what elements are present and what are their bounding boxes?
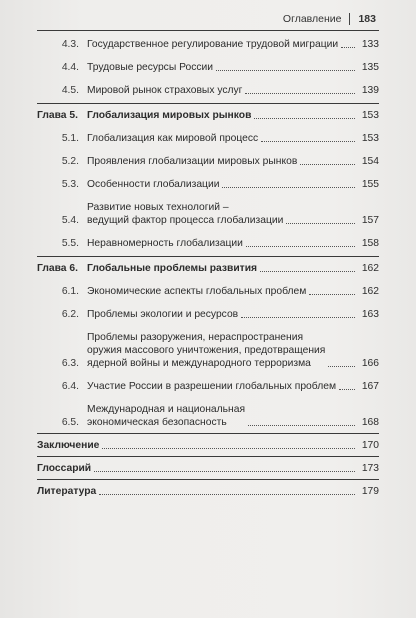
top-rule (37, 30, 379, 31)
dot-leader (245, 93, 355, 94)
entry-page-number: 135 (361, 62, 379, 73)
entry-number: 5.5. (61, 238, 79, 249)
entry-page-number: 158 (361, 238, 379, 249)
entry-page-number: 166 (361, 358, 379, 369)
entry-page-number: 133 (361, 39, 379, 50)
entry-title: Глобализация как мировой процесс (87, 133, 259, 144)
toc-section-entry[interactable] (37, 61, 379, 74)
toc-chapter-entry[interactable] (37, 262, 379, 275)
running-header (283, 13, 376, 25)
entry-number: 4.5. (61, 85, 79, 96)
entry-title: Неравномерность глобализации (87, 238, 243, 249)
entry-title-line: Международная и национальная (87, 404, 246, 415)
entry-page-number: 155 (361, 179, 379, 190)
entry-number: 6.5. (61, 417, 79, 428)
entry-title: Трудовые ресурсы России (87, 62, 214, 73)
dot-leader (260, 271, 355, 272)
entry-title-line: оружия массового уничтожения, предотвращения (87, 345, 326, 356)
entry-page-number: 154 (361, 156, 379, 167)
toc-section-entry[interactable] (37, 308, 379, 321)
page-number: 183 (358, 13, 376, 25)
entry-title: Литература (37, 486, 97, 497)
entry-title: Глоссарий (37, 463, 92, 474)
entry-number: 5.3. (61, 179, 79, 190)
entry-number: 5.1. (61, 133, 79, 144)
entry-title-line: ядерной войны и международного терроризма (87, 358, 311, 369)
dot-leader (339, 389, 355, 390)
entry-page-number: 139 (361, 85, 379, 96)
entry-page-number: 170 (361, 440, 379, 451)
toc-section-entry[interactable] (37, 403, 379, 429)
entry-number: 6.1. (61, 286, 79, 297)
table-of-contents (37, 30, 379, 508)
entry-page-number: 162 (361, 263, 379, 274)
entry-title: Особенности глобализации (87, 179, 220, 190)
section-rule (37, 433, 379, 434)
entry-title: Глобальные проблемы развития (87, 263, 258, 274)
toc-section-entry[interactable] (37, 38, 379, 51)
entry-page-number: 167 (361, 381, 379, 392)
dot-leader (99, 494, 355, 495)
entry-number: 4.4. (61, 62, 79, 73)
toc-chapter-entry[interactable] (37, 485, 379, 498)
entry-title (87, 201, 283, 227)
toc-section-entry[interactable] (37, 285, 379, 298)
dot-leader (286, 223, 355, 224)
entry-number: 5.4. (61, 215, 79, 226)
entry-title-line: ведущий фактор процесса глобализации (87, 215, 284, 226)
entry-page-number: 179 (361, 486, 379, 497)
toc-chapter-entry[interactable] (37, 439, 379, 452)
entry-page-number: 163 (361, 309, 379, 320)
entry-number: Глава 6. (37, 263, 78, 274)
toc-section-entry[interactable] (37, 237, 379, 250)
entry-title: Заключение (37, 440, 100, 451)
section-rule (37, 456, 379, 457)
dot-leader (246, 246, 355, 247)
toc-section-entry[interactable] (37, 380, 379, 393)
entry-page-number: 162 (361, 286, 379, 297)
entry-number: 5.2. (61, 156, 79, 167)
toc-section-entry[interactable] (37, 178, 379, 191)
toc-chapter-entry[interactable] (37, 462, 379, 475)
entry-title: Государственное регулирование трудовой миграции (87, 39, 339, 50)
toc-section-entry[interactable] (37, 132, 379, 145)
entry-page-number: 157 (361, 215, 379, 226)
toc-section-entry[interactable] (37, 84, 379, 97)
entry-page-number: 168 (361, 417, 379, 428)
entry-title-line: Развитие новых технологий – (87, 202, 229, 213)
section-rule (37, 103, 379, 104)
dot-leader (248, 425, 355, 426)
entry-page-number: 173 (361, 463, 379, 474)
toc-section-entry[interactable] (37, 155, 379, 168)
dot-leader (94, 471, 355, 472)
dot-leader (309, 294, 355, 295)
toc-section-entry[interactable] (37, 201, 379, 227)
entry-title: Мировой рынок страховых услуг (87, 85, 243, 96)
entry-title: Проблемы экологии и ресурсов (87, 309, 239, 320)
entry-number: Глава 5. (37, 110, 78, 121)
section-rule (37, 256, 379, 257)
dot-leader (254, 118, 355, 119)
entry-title: Глобализация мировых рынков (87, 110, 252, 121)
entry-title (87, 331, 325, 370)
entry-page-number: 153 (361, 133, 379, 144)
dot-leader (222, 187, 355, 188)
dot-leader (241, 317, 355, 318)
header-separator (349, 13, 350, 25)
entry-number: 6.4. (61, 381, 79, 392)
dot-leader (216, 70, 355, 71)
entry-page-number: 153 (361, 110, 379, 121)
toc-entries (37, 38, 379, 498)
running-header-title: Оглавление (282, 13, 342, 25)
entry-title: Проявления глобализации мировых рынков (87, 156, 298, 167)
dot-leader (328, 366, 355, 367)
entry-number: 6.2. (61, 309, 79, 320)
dot-leader (341, 47, 355, 48)
dot-leader (300, 164, 355, 165)
entry-title-line: экономическая безопасность (87, 417, 227, 428)
entry-number: 6.3. (61, 358, 79, 369)
section-rule (37, 479, 379, 480)
entry-title (87, 403, 245, 429)
toc-section-entry[interactable] (37, 331, 379, 370)
dot-leader (102, 448, 355, 449)
toc-chapter-entry[interactable] (37, 109, 379, 122)
entry-number: 4.3. (61, 39, 79, 50)
entry-title: Экономические аспекты глобальных проблем (87, 286, 307, 297)
dot-leader (261, 141, 355, 142)
entry-title-line: Проблемы разоружения, нераспространения (87, 332, 304, 343)
entry-title: Участие России в разрешении глобальных проблем (87, 381, 337, 392)
